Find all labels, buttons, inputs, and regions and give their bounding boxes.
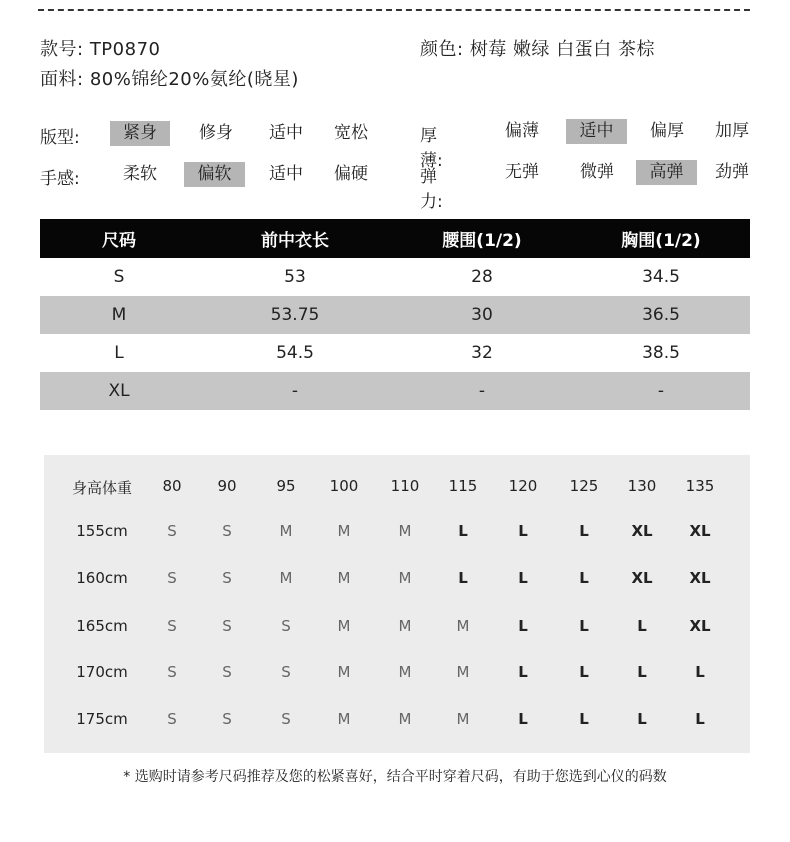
recommended-size-cell: M xyxy=(279,569,293,587)
recommended-size-cell: S xyxy=(167,663,177,681)
attribute-option: 修身 xyxy=(199,123,233,143)
weight-header: 130 xyxy=(627,477,657,495)
chest-cell: 38.5 xyxy=(642,343,680,363)
grid-corner-label: 身高体重 xyxy=(71,479,132,497)
recommended-size-cell: L xyxy=(518,617,528,635)
recommended-size-cell: L xyxy=(637,710,647,728)
height-label: 160cm xyxy=(76,569,128,587)
weight-header: 95 xyxy=(276,477,296,495)
attribute-option: 宽松 xyxy=(334,123,368,143)
attribute-option-selected: 高弹 xyxy=(636,160,697,185)
recommended-size-cell: S xyxy=(222,663,232,681)
recommended-size-cell: M xyxy=(398,710,412,728)
recommended-size-cell: M xyxy=(337,569,351,587)
recommended-size-cell: M xyxy=(337,522,351,540)
recommended-size-cell: L xyxy=(458,522,468,540)
recommended-size-cell: L xyxy=(579,617,589,635)
attribute-option: 偏厚 xyxy=(650,121,684,141)
attribute-option-selected: 适中 xyxy=(566,119,627,144)
length-cell: - xyxy=(198,372,392,410)
recommended-size-cell: M xyxy=(337,710,351,728)
recommended-size-cell: L xyxy=(637,617,647,635)
chest-cell: - xyxy=(572,372,750,410)
weight-header: 80 xyxy=(162,477,182,495)
header-cell: 腰围(1/2) xyxy=(392,219,572,258)
height-label: 170cm xyxy=(76,663,128,681)
weight-header: 120 xyxy=(508,477,538,495)
recommended-size-cell: XL xyxy=(689,617,711,635)
recommended-size-cell: S xyxy=(222,569,232,587)
weight-header: 125 xyxy=(569,477,599,495)
recommended-size-cell: L xyxy=(579,522,589,540)
chest-cell: 36.5 xyxy=(572,296,750,334)
recommended-size-cell: M xyxy=(398,569,412,587)
height-label: 155cm xyxy=(76,522,128,540)
recommended-size-cell: XL xyxy=(631,522,653,540)
recommended-size-cell: M xyxy=(456,617,470,635)
recommended-size-cell: S xyxy=(167,569,177,587)
colors xyxy=(420,35,655,61)
attribute-option: 偏硬 xyxy=(334,164,368,184)
attribute-option: 加厚 xyxy=(715,121,749,141)
style-number-value: TP0870 xyxy=(89,39,161,60)
waist-cell: 32 xyxy=(471,343,493,363)
recommended-size-cell: M xyxy=(398,663,412,681)
chest-cell: 34.5 xyxy=(642,267,680,287)
height-label: 165cm xyxy=(76,617,128,635)
recommended-size-cell: XL xyxy=(689,522,711,540)
recommended-size-cell: L xyxy=(518,522,528,540)
size-cell: L xyxy=(114,343,124,363)
attribute-option: 柔软 xyxy=(123,164,157,184)
size-cell: M xyxy=(40,296,198,334)
top-dashed-divider xyxy=(38,9,750,11)
weight-header: 115 xyxy=(448,477,478,495)
attribute-option-selected: 偏软 xyxy=(184,162,245,187)
recommended-size-cell: M xyxy=(337,617,351,635)
table-row xyxy=(40,258,750,296)
recommended-size-cell: S xyxy=(167,522,177,540)
recommended-size-cell: M xyxy=(456,710,470,728)
length-cell: 53 xyxy=(284,267,306,287)
recommended-size-cell: L xyxy=(695,710,705,728)
attribute-option: 劲弹 xyxy=(715,162,749,182)
attribute-option: 偏薄 xyxy=(505,121,539,141)
colors-value: 树莓 嫩绿 白蛋白 茶棕 xyxy=(469,39,655,60)
header-cell: 尺码 xyxy=(40,219,198,258)
recommended-size-cell: S xyxy=(281,617,291,635)
size-recommendation-grid xyxy=(44,455,750,753)
attribute-label: 手感: xyxy=(40,169,80,189)
attribute-label: 厚薄: xyxy=(420,126,443,171)
attribute-option: 适中 xyxy=(269,123,303,143)
length-cell: 53.75 xyxy=(198,296,392,334)
recommended-size-cell: S xyxy=(281,663,291,681)
table-row xyxy=(40,296,750,334)
recommended-size-cell: XL xyxy=(631,569,653,587)
recommended-size-cell: S xyxy=(222,522,232,540)
recommended-size-cell: L xyxy=(695,663,705,681)
waist-cell: 28 xyxy=(471,267,493,287)
recommended-size-cell: S xyxy=(222,710,232,728)
style-number-label: 款号: xyxy=(40,39,84,60)
attribute-option: 微弹 xyxy=(580,162,614,182)
recommended-size-cell: L xyxy=(458,569,468,587)
attribute-option: 适中 xyxy=(269,164,303,184)
fabric-label: 面料: xyxy=(40,69,84,90)
recommended-size-cell: L xyxy=(637,663,647,681)
size-table-header xyxy=(40,219,750,258)
recommended-size-cell: S xyxy=(167,710,177,728)
weight-header: 100 xyxy=(329,477,359,495)
table-row xyxy=(40,334,750,372)
attribute-option-selected: 紧身 xyxy=(110,121,170,146)
waist-cell: - xyxy=(392,372,572,410)
colors-label: 颜色: xyxy=(420,39,464,60)
recommended-size-cell: S xyxy=(167,617,177,635)
recommended-size-cell: M xyxy=(456,663,470,681)
purchase-note: * 选购时请参考尺码推荐及您的松紧喜好，结合平时穿着尺码，有助于您选到心仪的码数 xyxy=(123,769,667,785)
recommended-size-cell: M xyxy=(398,617,412,635)
recommended-size-cell: L xyxy=(579,569,589,587)
recommended-size-cell: M xyxy=(398,522,412,540)
recommended-size-cell: L xyxy=(518,663,528,681)
table-row xyxy=(40,372,750,410)
header-cell: 胸围(1/2) xyxy=(572,219,750,258)
style-number xyxy=(40,35,160,61)
size-cell: XL xyxy=(40,372,198,410)
header-cell: 前中衣长 xyxy=(198,219,392,258)
attribute-label: 弹力: xyxy=(420,167,443,212)
weight-header: 135 xyxy=(685,477,715,495)
recommended-size-cell: M xyxy=(279,522,293,540)
size-cell: S xyxy=(113,267,125,287)
recommended-size-cell: L xyxy=(579,710,589,728)
recommended-size-cell: XL xyxy=(689,569,711,587)
recommended-size-cell: M xyxy=(337,663,351,681)
weight-header: 110 xyxy=(390,477,420,495)
recommended-size-cell: L xyxy=(518,710,528,728)
fabric xyxy=(40,65,299,91)
recommended-size-cell: S xyxy=(281,710,291,728)
attribute-label: 版型: xyxy=(40,128,80,148)
recommended-size-cell: L xyxy=(518,569,528,587)
length-cell: 54.5 xyxy=(276,343,314,363)
size-table xyxy=(40,219,750,410)
attribute-option: 无弹 xyxy=(505,162,539,182)
height-label: 175cm xyxy=(76,710,128,728)
recommended-size-cell: S xyxy=(222,617,232,635)
weight-header: 90 xyxy=(217,477,237,495)
recommended-size-cell: L xyxy=(579,663,589,681)
waist-cell: 30 xyxy=(392,296,572,334)
fabric-value: 80%锦纶20%氨纶(晓星) xyxy=(89,69,299,90)
